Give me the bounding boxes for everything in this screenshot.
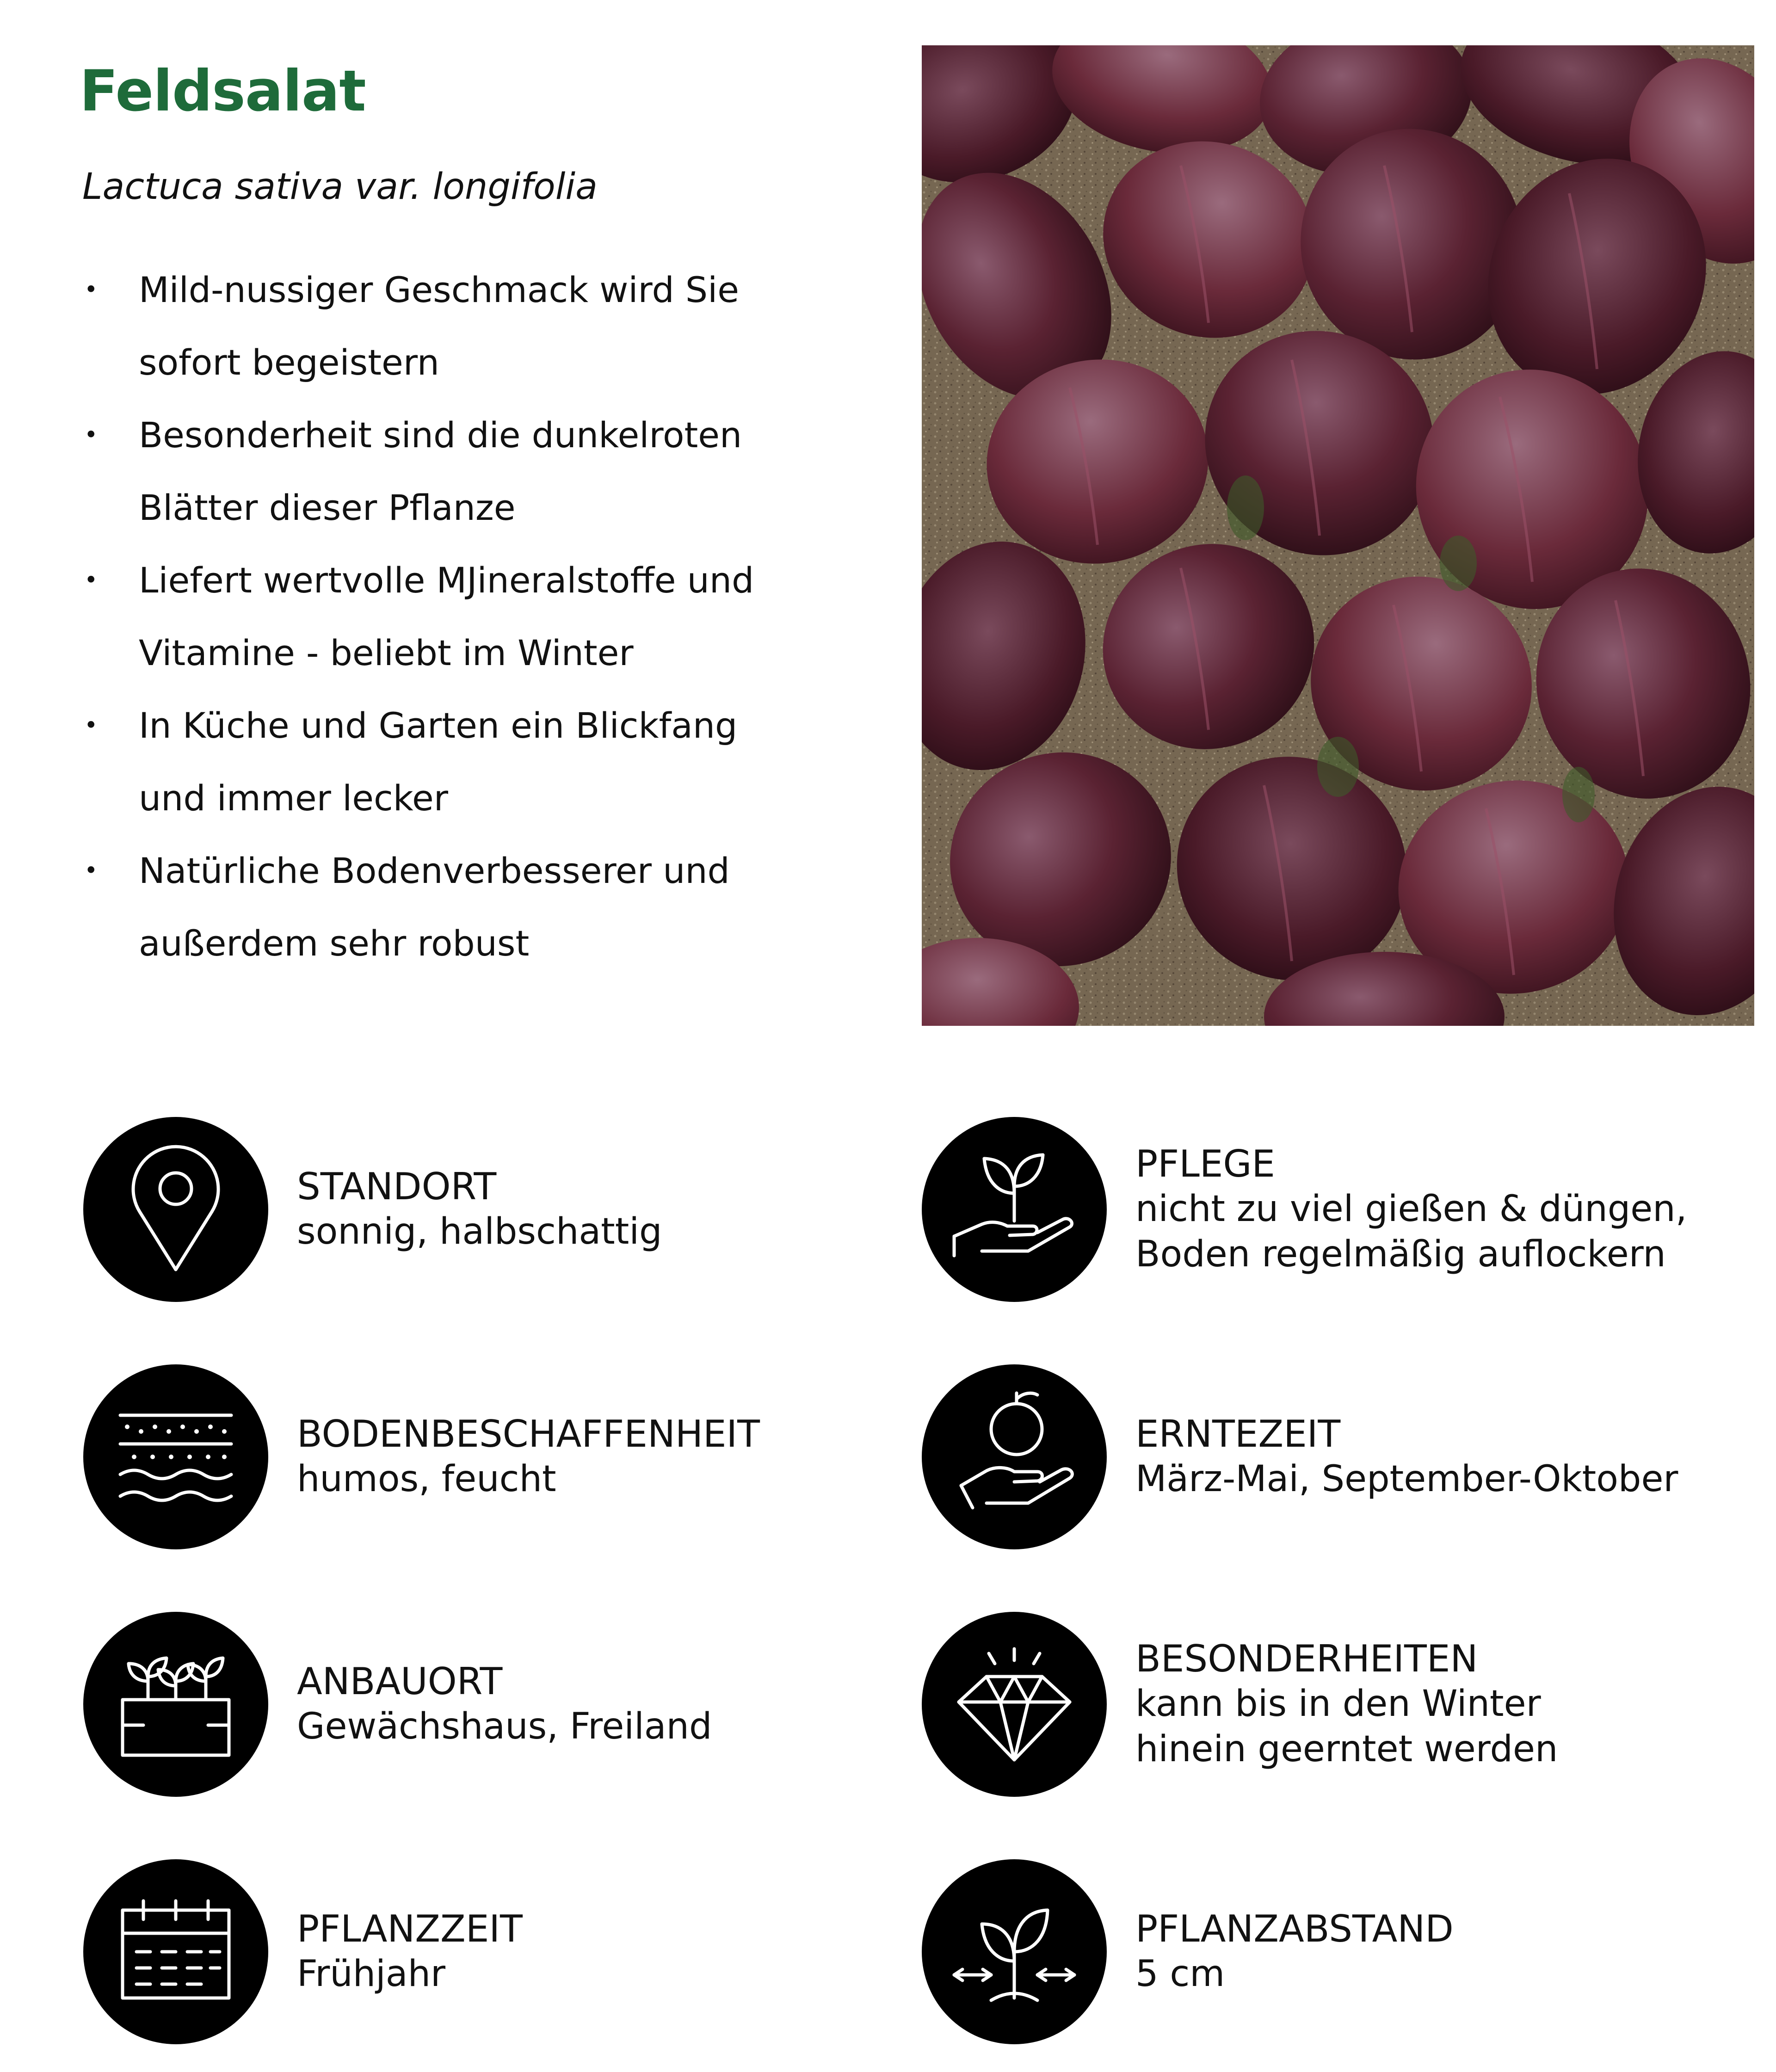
bullet-text: Blätter dieser Pflanze (139, 487, 516, 528)
latin-name: Lactuca sativa var. longifolia (82, 166, 598, 208)
diamond-icon (922, 1612, 1107, 1797)
feature-standort (83, 1117, 916, 1311)
feature-value: Frühjahr (297, 1953, 446, 1995)
sprout-spacing-icon (922, 1859, 1107, 2044)
feature-value: nicht zu viel gießen & düngen, (1135, 1188, 1687, 1230)
planter-box-icon (83, 1612, 268, 1797)
feature-value: Boden regelmäßig auflockern (1135, 1233, 1666, 1275)
bullet-item (80, 544, 847, 689)
feature-label: STANDORT (297, 1165, 497, 1208)
feature-value: März-Mai, September-Oktober (1135, 1458, 1678, 1500)
feature-bodenbeschaffenheit (83, 1364, 916, 1559)
bullet-text: sofort begeistern (139, 342, 439, 383)
feature-label: PFLANZZEIT (297, 1907, 523, 1950)
bullet-item (80, 834, 847, 980)
feature-anbauort (83, 1612, 916, 1806)
feature-label: PFLANZABSTAND (1135, 1907, 1454, 1950)
bullet-dot-icon: • (84, 421, 98, 448)
bullet-text: außerdem sehr robust (139, 923, 530, 964)
bullet-dot-icon: • (84, 276, 98, 303)
bullet-item (80, 253, 847, 399)
bullet-dot-icon: • (84, 857, 98, 884)
bullet-text: In Küche und Garten ein Blickfang (139, 705, 738, 746)
bullet-dot-icon: • (84, 567, 98, 593)
feature-erntezeit (922, 1364, 1754, 1559)
bullet-text: Vitamine - beliebt im Winter (139, 632, 634, 673)
feature-pflanzabstand (922, 1859, 1754, 2054)
location-pin-icon (83, 1117, 268, 1302)
plant-in-hand-icon (922, 1117, 1107, 1302)
feature-value: kann bis in den Winter (1135, 1683, 1541, 1725)
calendar-icon (83, 1859, 268, 2044)
bullet-dot-icon: • (84, 712, 98, 739)
bullet-text: Natürliche Bodenverbesserer und (139, 850, 730, 891)
soil-layers-icon (83, 1364, 268, 1549)
feature-value: humos, feucht (297, 1458, 556, 1500)
feature-label: ERNTEZEIT (1135, 1412, 1341, 1455)
feature-besonderheiten (922, 1612, 1754, 1806)
feature-label: PFLEGE (1135, 1142, 1275, 1185)
product-photo (922, 45, 1754, 1026)
feature-label: BESONDERHEITEN (1135, 1637, 1478, 1680)
feature-bullet-list (80, 253, 847, 980)
bullet-item (80, 689, 847, 834)
fruit-in-hand-icon (922, 1364, 1107, 1549)
bullet-text: Liefert wertvolle MJineralstoffe und (139, 560, 754, 601)
feature-value: sonnig, halbschattig (297, 1211, 662, 1252)
feature-label: ANBAUORT (297, 1660, 503, 1703)
product-title: Feldsalat (80, 58, 366, 124)
feature-value: 5 cm (1135, 1953, 1225, 1995)
feature-pflege (922, 1117, 1754, 1311)
bullet-item (80, 399, 847, 544)
feature-pflanzzeit (83, 1859, 916, 2054)
bullet-text: Mild-nussiger Geschmack wird Sie (139, 269, 739, 310)
bullet-text: Besonderheit sind die dunkelroten (139, 414, 742, 456)
feature-value: hinein geerntet werden (1135, 1728, 1558, 1770)
bullet-text: und immer lecker (139, 777, 449, 819)
feature-value: Gewächshaus, Freiland (297, 1706, 712, 1747)
feature-label: BODENBESCHAFFENHEIT (297, 1412, 760, 1455)
